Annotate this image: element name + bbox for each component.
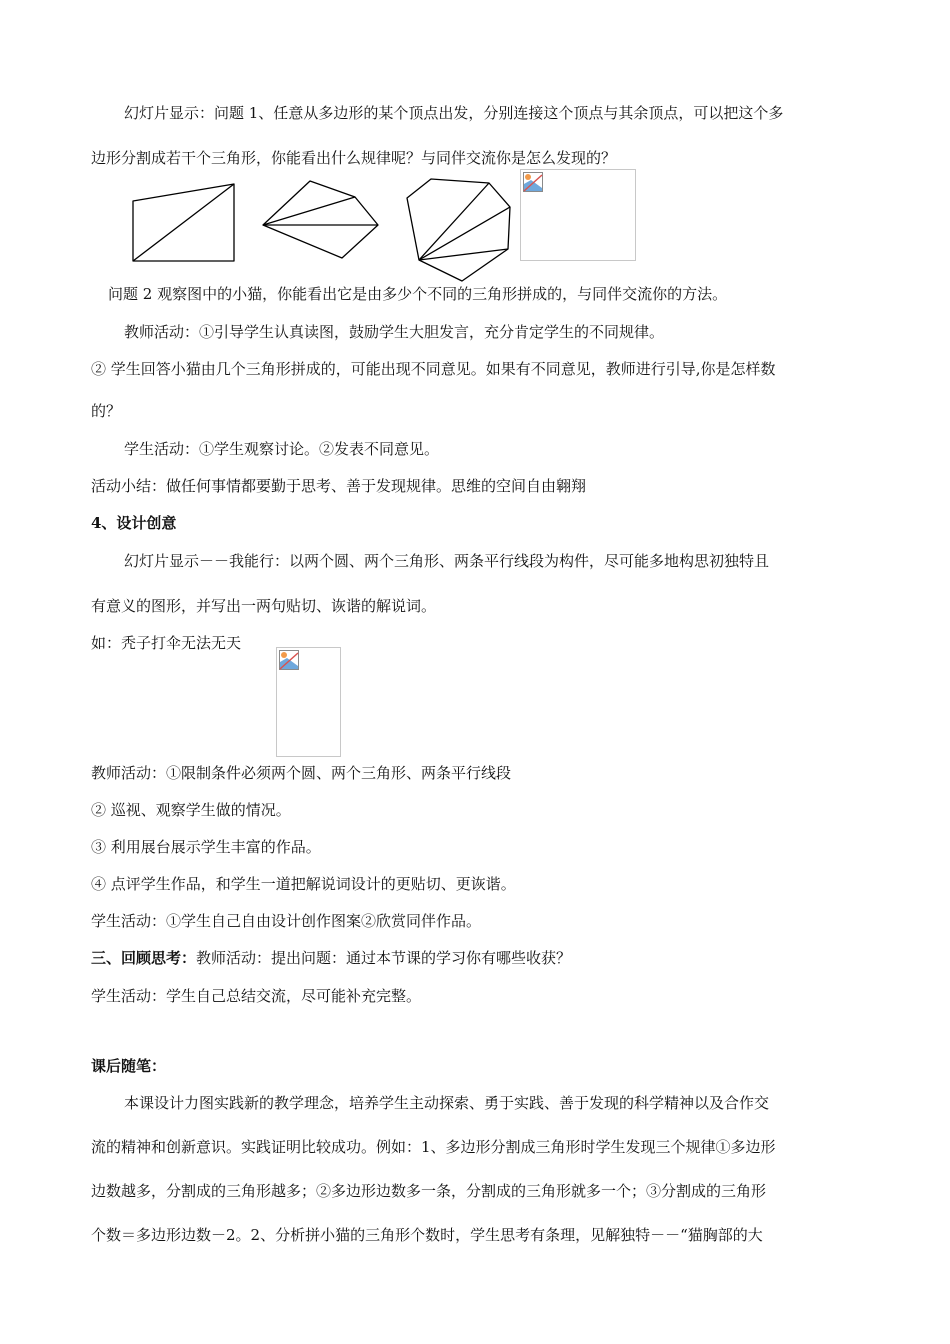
paragraph-line: 如：秃子打伞无法无天 (91, 634, 242, 652)
paragraph-line: 边形分割成若干个三角形，你能看出什么规律呢？与同伴交流你是怎么发现的？ (91, 149, 617, 167)
question-2: 问题 2 观察图中的小猫，你能看出它是由多少个不同的三角形拼成的，与同伴交流你的方法。 (108, 285, 728, 303)
broken-image-icon (279, 650, 299, 670)
paragraph-line: 教师活动：①限制条件必须两个圆、两个三角形、两条平行线段 (91, 764, 512, 782)
paragraph-line: ② 巡视、观察学生做的情况。 (91, 801, 291, 819)
paragraph-line: 教师活动：①引导学生认真读图，鼓励学生大胆发言，充分肯定学生的不同规律。 (124, 323, 665, 341)
paragraph-line: 活动小结：做任何事情都要勤于思考、善于发现规律。思维的空间自由翱翔 (91, 477, 587, 495)
section-heading: 4、设计创意 (91, 514, 177, 532)
section-text: 教师活动：提出问题：通过本节课的学习你有哪些收获？ (196, 949, 572, 967)
section-heading: 三、回顾思考： (91, 949, 197, 967)
paragraph-line: ② 学生回答小猫由几个三角形拼成的，可能出现不同意见。如果有不同意见，教师进行引导,你是怎样数 (91, 360, 776, 378)
paragraph-line: ③ 利用展台展示学生丰富的作品。 (91, 838, 321, 856)
notes-heading: 课后随笔： (91, 1057, 167, 1075)
paragraph-line: 幻灯片显示－－我能行：以两个圆、两个三角形、两条平行线段为构件，尽可能多地构思初独特且 (124, 552, 770, 570)
paragraph-line: 的？ (91, 402, 122, 420)
paragraph-line: 个数＝多边形边数－2。2、分析拼小猫的三角形个数时，学生思考有条理，见解独特－－“猫胸部的大 (91, 1226, 763, 1244)
paragraph-line: 学生活动：①学生自己自由设计创作图案②欣赏同伴作品。 (91, 912, 482, 930)
paragraph-line (91, 948, 571, 968)
paragraph-line: 幻灯片显示：问题 1、任意从多边形的某个顶点出发，分别连接这个顶点与其余顶点，可以把这个多 (124, 104, 784, 122)
quadrilateral-figure (133, 184, 234, 261)
broken-image-icon (523, 172, 543, 192)
paragraph-line: 有意义的图形，并写出一两句贴切、诙谐的解说词。 (91, 597, 437, 615)
paragraph-line: 学生活动：学生自己总结交流，尽可能补充完整。 (91, 987, 422, 1005)
paragraph-line: 本课设计力图实践新的教学理念，培养学生主动探索、勇于实践、善于发现的科学精神以及合作交 (124, 1094, 770, 1112)
paragraph-line: 流的精神和创新意识。实践证明比较成功。例如：1、多边形分割成三角形时学生发现三个规律①多边形 (91, 1138, 776, 1156)
image-placeholder-cat (520, 169, 636, 261)
pentagon-figure (263, 181, 378, 258)
heptagon-figure (407, 179, 510, 281)
polygon-division-figures (0, 0, 950, 300)
paragraph-line: 学生活动：①学生观察讨论。②发表不同意见。 (124, 440, 440, 458)
paragraph-line: ④ 点评学生作品，和学生一道把解说词设计的更贴切、更诙谐。 (91, 875, 516, 893)
paragraph-line: 边数越多，分割成的三角形越多；②多边形边数多一条，分割成的三角形就多一个；③分割成的三角形 (91, 1182, 767, 1200)
image-placeholder-example (276, 647, 341, 757)
